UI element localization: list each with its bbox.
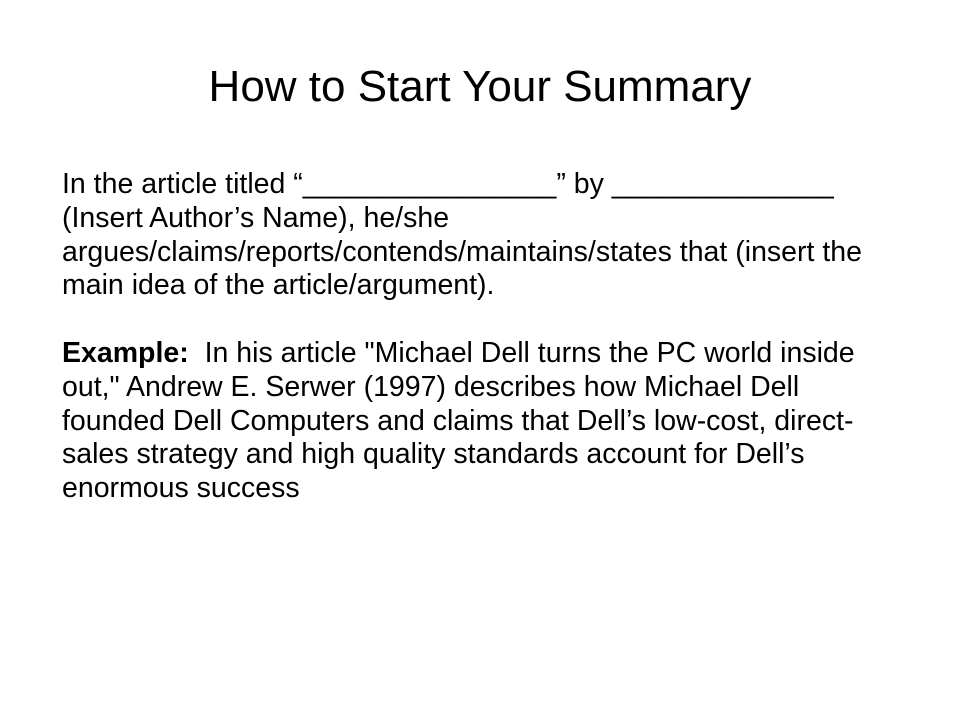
example-label: Example: (62, 337, 189, 370)
slide-title: How to Start Your Summary (208, 62, 752, 111)
example-paragraph (62, 337, 902, 506)
slide-body (62, 168, 902, 506)
example-text: In his article "Michael Dell turns the PC world inside out," Andrew E. Serwer (1997) describes how Michael Dell founded Dell Computers and claims that Dell’s low-cost, direct-sales strategy and high quality standards account for Dell’s enormous success (62, 337, 863, 505)
template-paragraph: In the article titled “________________” by ______________ (Insert Author’s Name), he/she argues/claims/reports/contends/maintains/states that (insert the main idea of the article/argument). (62, 168, 862, 302)
